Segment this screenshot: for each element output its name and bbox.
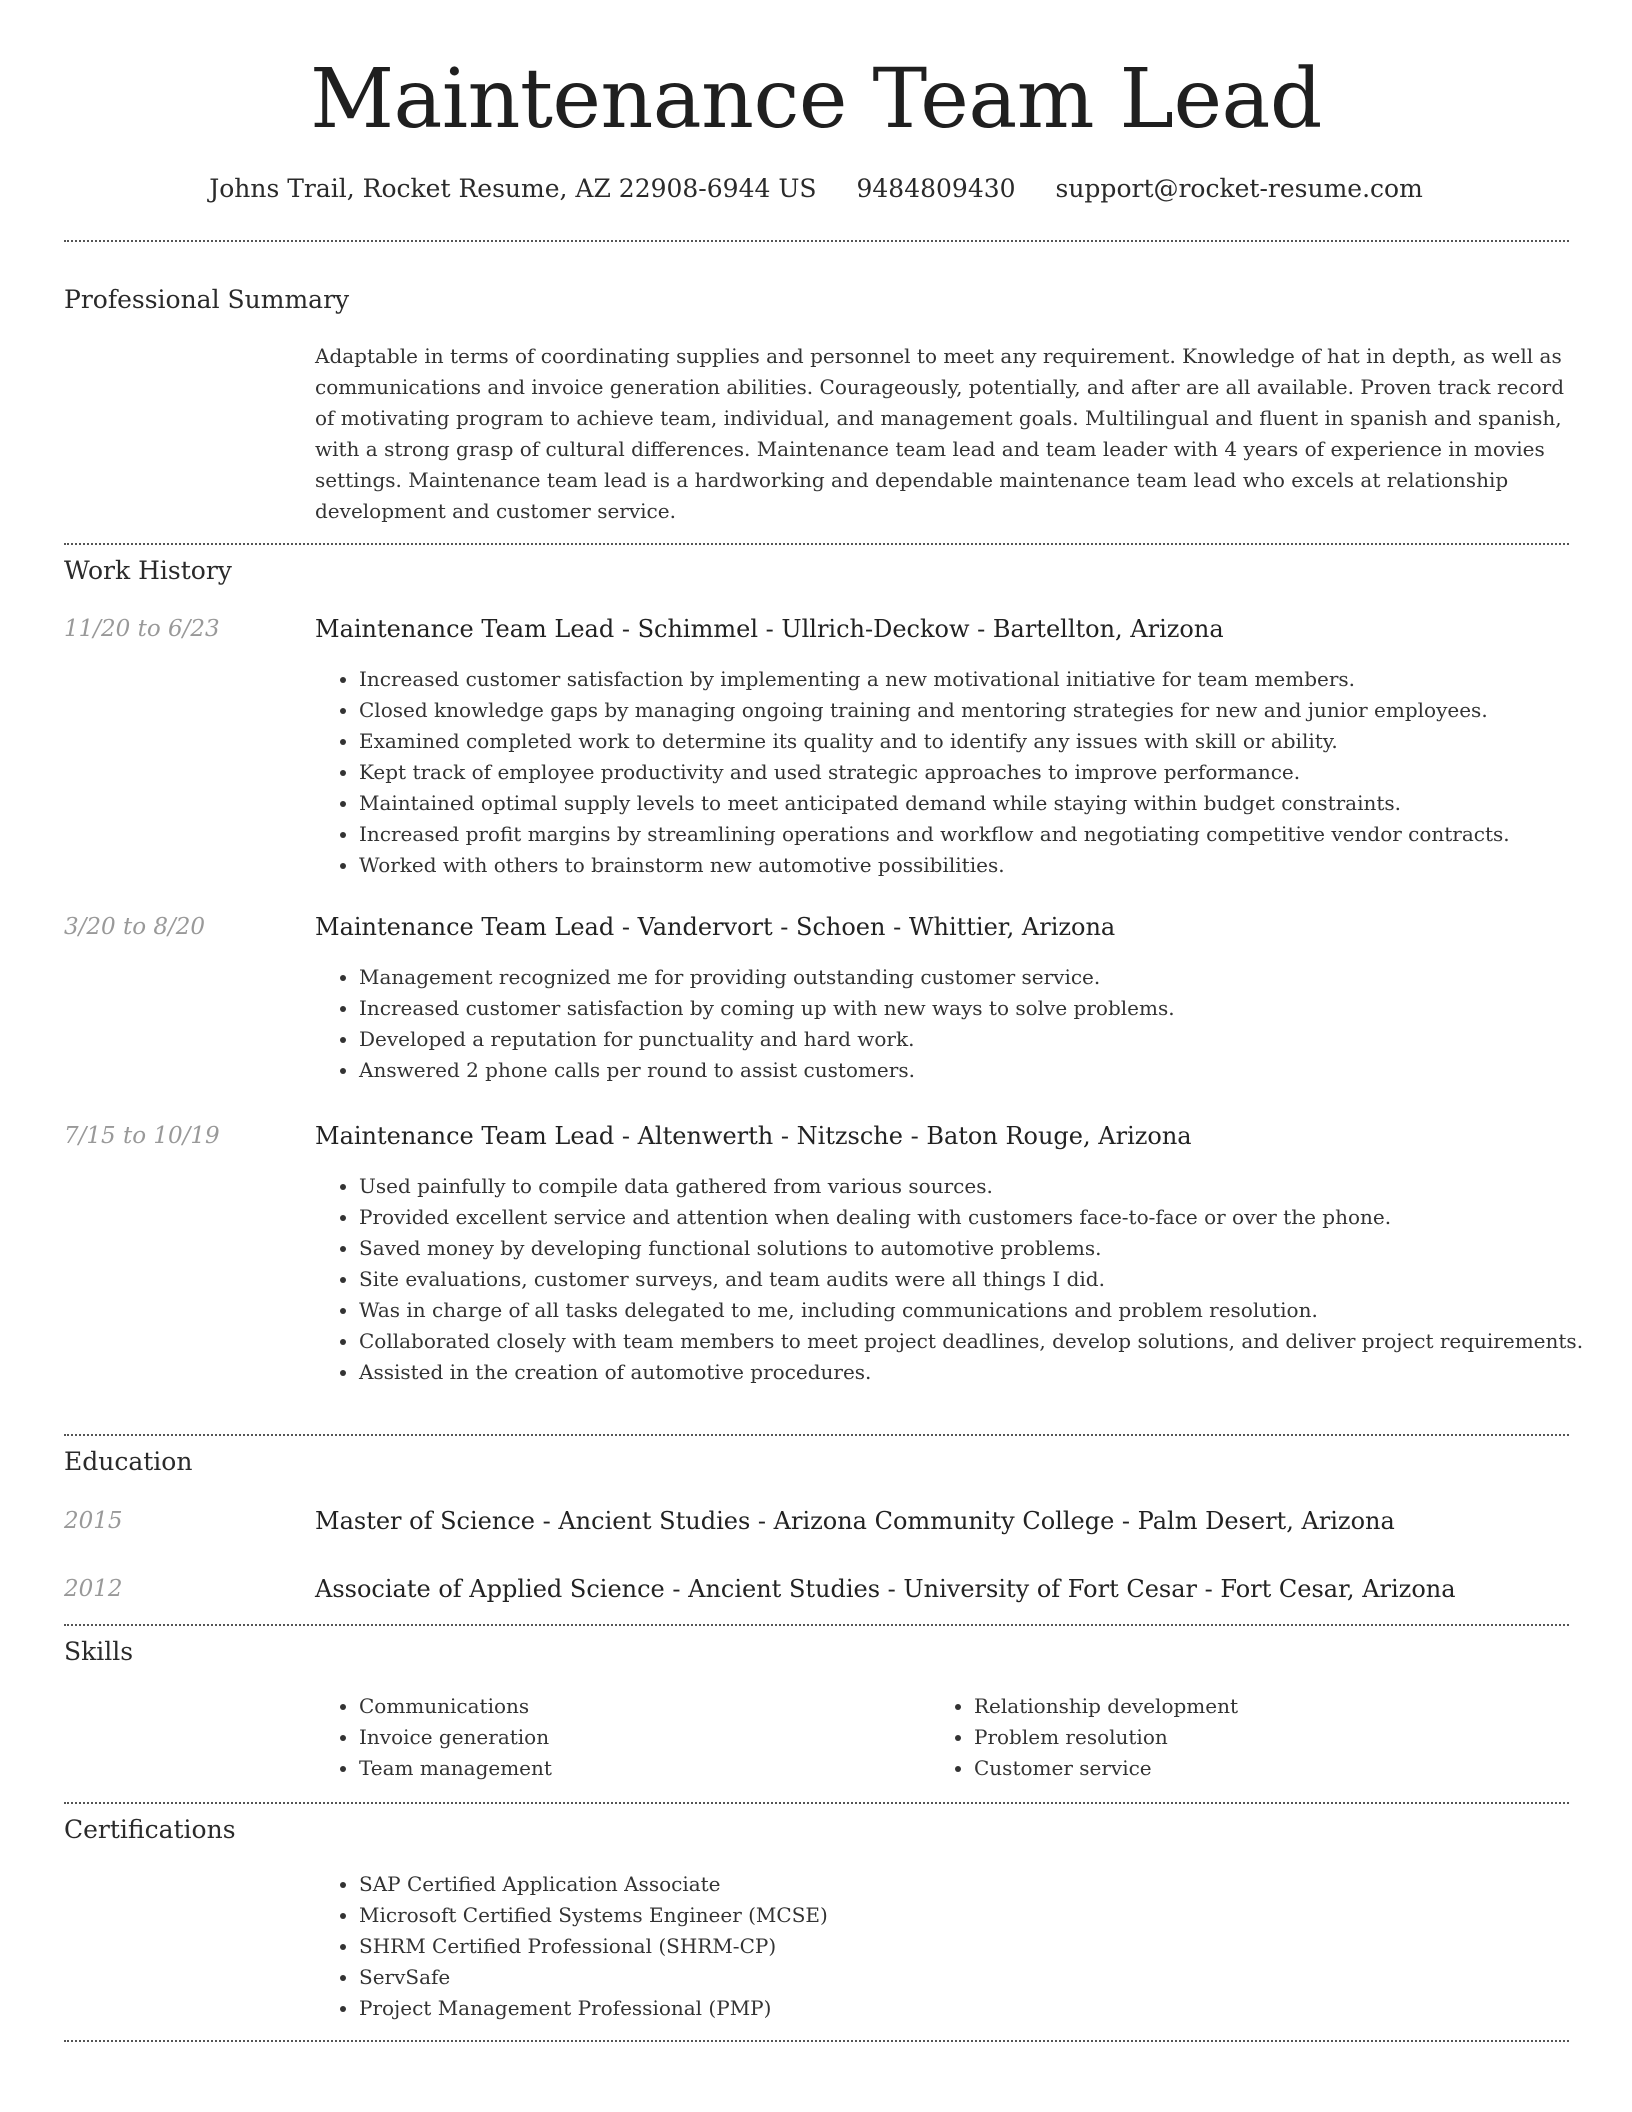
list-item: • Increased customer satisfaction by implementing a new motivational initiative for team members. (359, 664, 1611, 695)
list-item: • SAP Certified Application Associate (359, 1869, 1611, 1900)
list-item: • Worked with others to brainstorm new automotive possibilities. (359, 850, 1611, 881)
divider (64, 240, 1569, 242)
skills-list-left (315, 1691, 929, 1784)
job-bullets (315, 664, 1611, 881)
contact-email: support@rocket-resume.com (1055, 174, 1423, 203)
list-item: • Team management (359, 1753, 929, 1784)
list-item: • Microsoft Certified Systems Engineer (MCSE) (359, 1900, 1611, 1931)
list-item: • Was in charge of all tasks delegated to me, including communications and problem resolution. (359, 1295, 1611, 1326)
list-item: • Collaborated closely with team members to meet project deadlines, develop solutions, and deliver project requirements. (359, 1326, 1611, 1357)
list-item: • Used painfully to compile data gathered from various sources. (359, 1171, 1611, 1202)
list-item: • Increased profit margins by streamlining operations and workflow and negotiating competitive vendor contracts. (359, 819, 1611, 850)
job-dates: 7/15 to 10/19 (64, 1123, 220, 1149)
job-bullets (315, 1171, 1611, 1388)
list-item: • Relationship development (974, 1691, 1544, 1722)
job-dates: 11/20 to 6/23 (64, 616, 220, 642)
list-item: • Problem resolution (974, 1722, 1544, 1753)
contact-phone: 9484809430 (856, 174, 1016, 203)
skills-list-right (930, 1691, 1544, 1784)
divider (64, 1434, 1569, 1436)
summary-heading: Professional Summary (64, 285, 350, 314)
divider (64, 1802, 1569, 1804)
list-item: • Kept track of employee productivity and used strategic approaches to improve performance. (359, 757, 1611, 788)
education-year: 2012 (64, 1576, 123, 1602)
list-item: • Developed a reputation for punctuality and hard work. (359, 1024, 1611, 1055)
list-item: • Management recognized me for providing outstanding customer service. (359, 962, 1611, 993)
list-item: • Invoice generation (359, 1722, 929, 1753)
education-heading: Education (64, 1447, 193, 1476)
certifications-list (315, 1869, 1611, 2024)
education-year: 2015 (64, 1508, 123, 1534)
job-title: Maintenance Team Lead - Altenwerth - Nitzsche - Baton Rouge, Arizona (315, 1122, 1192, 1150)
contact-line (0, 172, 1632, 206)
education-degree: Master of Science - Ancient Studies - Arizona Community College - Palm Desert, Arizona (315, 1507, 1395, 1535)
list-item: • Communications (359, 1691, 929, 1722)
skills-heading: Skills (64, 1637, 134, 1666)
list-item: • Examined completed work to determine its quality and to identify any issues with skill or ability. (359, 726, 1611, 757)
list-item: • Saved money by developing functional solutions to automotive problems. (359, 1233, 1611, 1264)
resume-title: Maintenance Team Lead (310, 52, 1322, 147)
job-title: Maintenance Team Lead - Vandervort - Schoen - Whittier, Arizona (315, 913, 1116, 941)
work-history-heading: Work History (64, 556, 232, 585)
list-item: • Customer service (974, 1753, 1544, 1784)
certifications-heading: Certifications (64, 1815, 236, 1844)
job-dates: 3/20 to 8/20 (64, 914, 206, 940)
list-item: • Answered 2 phone calls per round to assist customers. (359, 1055, 1611, 1086)
divider (64, 2040, 1569, 2042)
job-bullets (315, 962, 1611, 1086)
list-item: • ServSafe (359, 1962, 1611, 1993)
job-title: Maintenance Team Lead - Schimmel - Ullrich-Deckow - Bartellton, Arizona (315, 615, 1224, 643)
list-item: • Project Management Professional (PMP) (359, 1993, 1611, 2024)
list-item: • Increased customer satisfaction by coming up with new ways to solve problems. (359, 993, 1611, 1024)
list-item: • Maintained optimal supply levels to meet anticipated demand while staying within budget constraints. (359, 788, 1611, 819)
list-item: • Provided excellent service and attention when dealing with customers face-to-face or over the phone. (359, 1202, 1611, 1233)
divider (64, 1624, 1569, 1626)
summary-text: Adaptable in terms of coordinating supplies and personnel to meet any requirement. Knowledge of hat in depth, as well as communications and invoice generation abilities. Courageously, potentially, and after are all available. Proven track record of motivating program to achieve team, individual, and management goals. Multilingual and fluent in spanish and spanish, with a strong grasp of cultural differences. Maintenance team lead and team leader with 4 years of experience in movies settings. Maintenance team lead is a hardworking and dependable maintenance team lead who excels at relationship development and customer service. (315, 344, 1564, 523)
contact-address: Johns Trail, Rocket Resume, AZ 22908-6944 US (209, 174, 817, 203)
list-item: • Site evaluations, customer surveys, and team audits were all things I did. (359, 1264, 1611, 1295)
divider (64, 543, 1569, 545)
list-item: • Assisted in the creation of automotive procedures. (359, 1357, 1611, 1388)
list-item: • Closed knowledge gaps by managing ongoing training and mentoring strategies for new and junior employees. (359, 695, 1611, 726)
list-item: • SHRM Certified Professional (SHRM-CP) (359, 1931, 1611, 1962)
education-degree: Associate of Applied Science - Ancient Studies - University of Fort Cesar - Fort Cesar, Arizona (315, 1575, 1456, 1603)
